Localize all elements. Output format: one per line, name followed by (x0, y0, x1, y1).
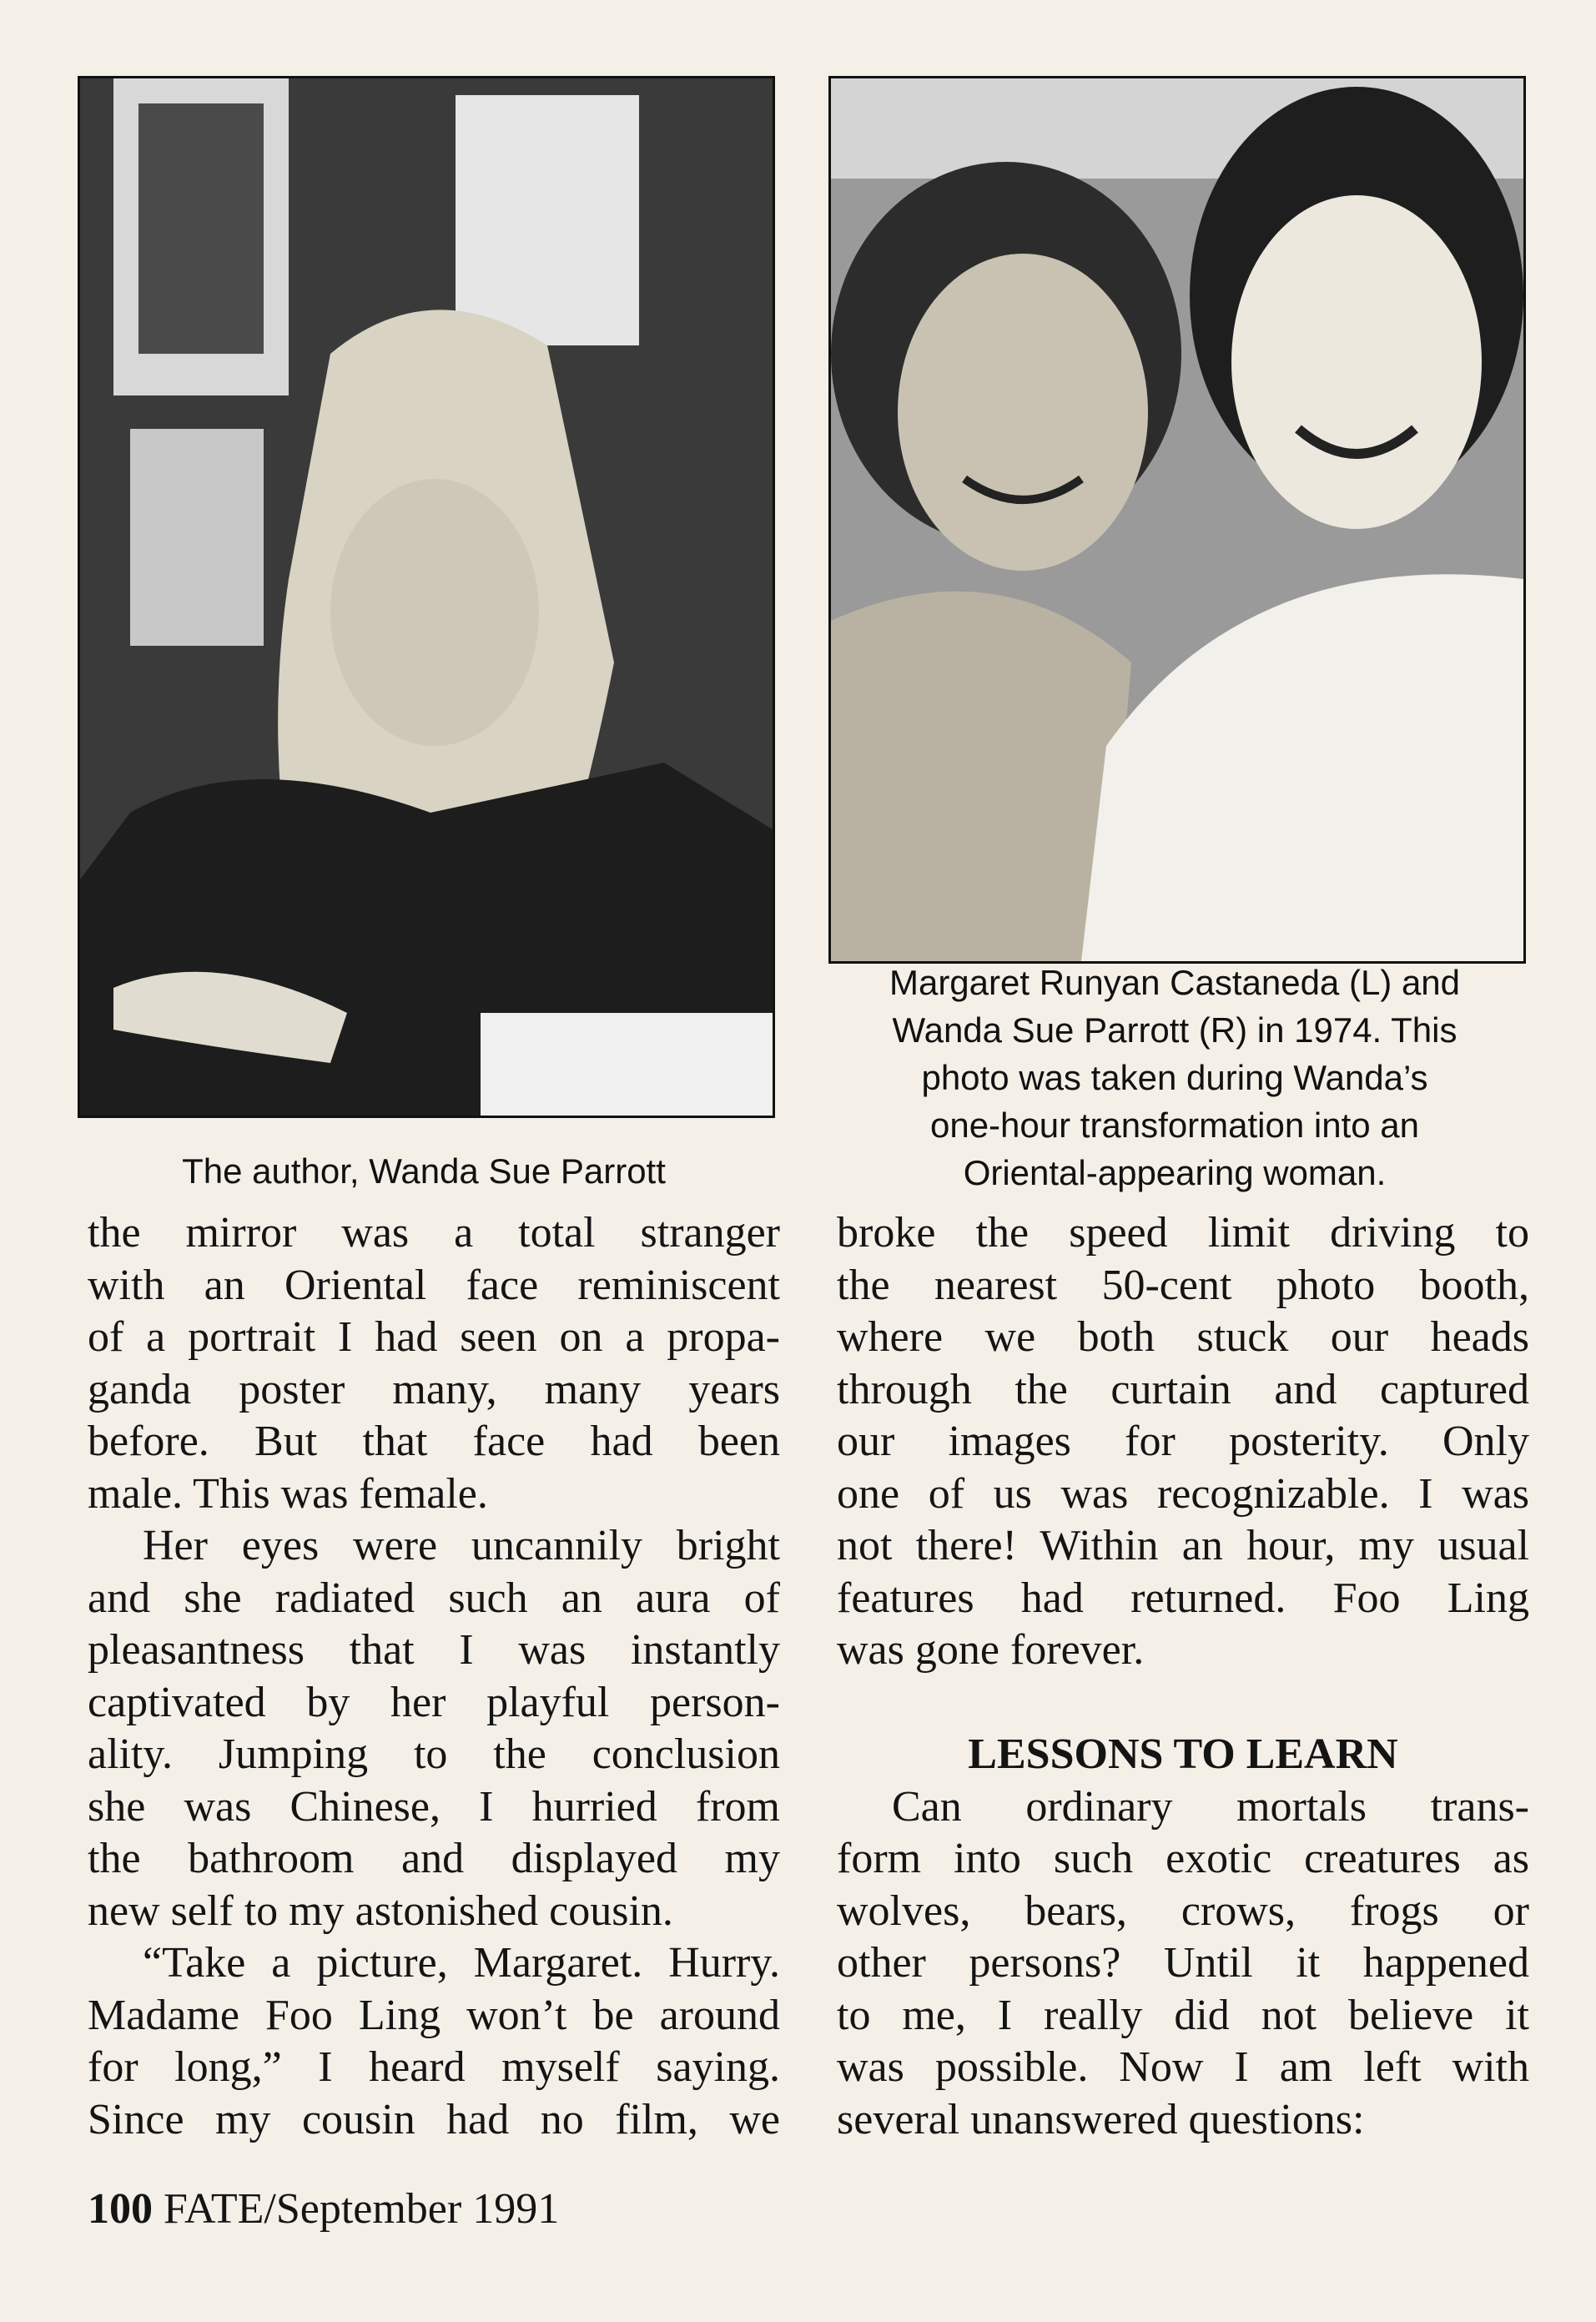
text-line: Can ordinary mortals trans- (892, 1782, 1529, 1831)
text-line: the bathroom and displayed my (88, 1835, 780, 1882)
text-line: one of us was recognizable. I was (837, 1469, 1529, 1518)
two-women-photo-icon (831, 78, 1523, 961)
text-line: she was Chinese, I hurried from (88, 1782, 780, 1831)
text-line: the nearest 50-cent photo booth, (837, 1261, 1529, 1309)
text-line: our images for posterity. Only (837, 1418, 1529, 1465)
text-line: of a portrait I had seen on a propa- (88, 1313, 780, 1361)
page-number: 100 (88, 2185, 153, 2233)
left-text-column (88, 1207, 780, 2146)
author-photo-caption: The author, Wanda Sue Parrott (182, 1151, 666, 1191)
paragraph-gap (837, 1677, 1529, 1730)
text-line: where we both stuck our heads (837, 1313, 1529, 1361)
portrait-photo-icon (80, 78, 773, 1116)
page-footer (88, 2180, 559, 2239)
caption-line: photo was taken during Wanda’s (921, 1058, 1428, 1097)
text-line: with an Oriental face reminiscent (88, 1261, 780, 1309)
text-line: through the curtain and captured (837, 1365, 1529, 1413)
text-line: not there! Within an hour, my usual (837, 1522, 1529, 1569)
text-line: wolves, bears, crows, frogs or (837, 1886, 1529, 1935)
text-line: ganda poster many, many years (88, 1365, 780, 1413)
caption-line: one-hour transformation into an (929, 1106, 1419, 1145)
text-line: other persons? Until it happened (837, 1939, 1529, 1987)
text-line: before. But that face had been (88, 1418, 780, 1465)
text-line: Madame Foo Ling won’t be around (88, 1991, 780, 2039)
text-line: new self to my astonished cousin. (88, 1886, 673, 1935)
text-line: the mirror was a total stranger (88, 1209, 780, 1257)
text-line: ality. Jumping to the conclusion (88, 1730, 780, 1778)
right-text-column (837, 1207, 1529, 2146)
text-line: broke the speed limit driving to (837, 1209, 1529, 1257)
section-heading: LESSONS TO LEARN (968, 1730, 1398, 1778)
text-line: Since my cousin had no film, we (88, 2095, 780, 2143)
text-line: to me, I really did not believe it (837, 1991, 1529, 2039)
text-line: captivated by her playful person- (88, 1678, 780, 1726)
text-line: male. This was female. (88, 1469, 488, 1518)
text-line: was possible. Now I am left with (837, 2043, 1529, 2091)
text-line: and she radiated such an aura of (88, 1574, 780, 1622)
text-line: features had returned. Foo Ling (837, 1574, 1529, 1622)
caption-line: Margaret Runyan Castaneda (L) and (889, 963, 1461, 1002)
text-line: for long,” I heard myself saying. (88, 2043, 780, 2091)
text-line: pleasantness that I was instantly (88, 1626, 780, 1674)
text-line: was gone forever. (837, 1626, 1145, 1674)
caption-line: Wanda Sue Parrott (R) in 1974. This (892, 1010, 1458, 1050)
text-line: “Take a picture, Margaret. Hurry. (143, 1939, 780, 1987)
text-line: several unanswered questions: (837, 2095, 1365, 2143)
text-line: form into such exotic creatures as (837, 1835, 1529, 1882)
author-photo (78, 76, 775, 1118)
two-women-photo-caption (828, 959, 1521, 1196)
two-women-photo (828, 76, 1526, 964)
caption-line: Oriental-appearing woman. (963, 1153, 1387, 1192)
publication-info: FATE/September 1991 (164, 2185, 560, 2233)
text-line: Her eyes were uncannily bright (143, 1522, 780, 1569)
